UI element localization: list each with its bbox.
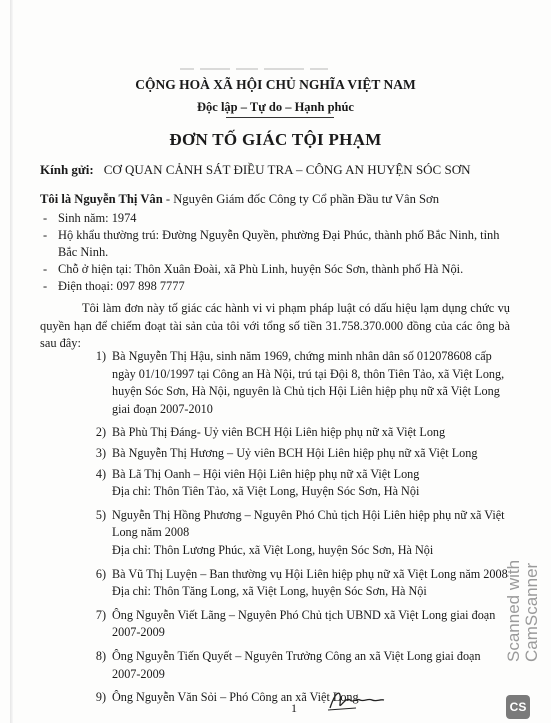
scan-smudge <box>180 60 360 70</box>
scanner-watermark <box>505 560 541 662</box>
item-number: 3) <box>95 445 106 460</box>
complaint-body: Tôi làm đơn này tố giác các hành vi vi phạm pháp luật có dấu hiệu lạm dụng chức vụ quyền hạn để chiếm đoạt tài sản của tôi với tổng số tiền 31.758.370.000 đồng của các ông bà sau đây: <box>40 301 510 350</box>
sender-detail-item: - Chỗ ở hiện tại: Thôn Xuân Đoài, xã Phù Linh, huyện Sóc Sơn, thành phố Hà Nội. <box>40 261 510 278</box>
accused-item <box>82 566 512 601</box>
sender-name: Tôi là Nguyễn Thị Vân <box>40 192 163 206</box>
national-header: CỘNG HOÀ XÃ HỘI CHỦ NGHĨA VIỆT NAM <box>135 77 416 92</box>
item-number: 7) <box>95 607 106 622</box>
watermark-line-2: CamScanner <box>522 562 541 662</box>
accused-text: Ông Nguyễn Văn Sỏi – Phó Công an xã Việt Long <box>112 690 359 705</box>
addressee-line <box>40 162 471 178</box>
accused-item <box>82 466 512 501</box>
accused-text: Bà Phù Thị Đáng- Uỷ viên BCH Hội Liên hiệp phụ nữ xã Việt Long <box>112 425 446 440</box>
sender-detail-item: - Điện thoại: 097 898 7777 <box>40 278 510 295</box>
accused-item <box>82 648 512 683</box>
accused-item <box>82 424 512 442</box>
accused-item <box>82 445 512 463</box>
item-number: 4) <box>95 466 106 481</box>
accused-address: Địa chỉ: Thôn Tiên Tảo, xã Việt Long, Huyện Sóc Sơn, Hà Nội <box>112 484 420 499</box>
accused-list <box>82 348 512 713</box>
accused-item <box>82 689 512 707</box>
accused-item <box>82 607 512 642</box>
item-number: 2) <box>95 425 106 440</box>
accused-text: Nguyễn Thị Hồng Phương – Nguyên Phó Chủ tịch Hội Liên hiệp phụ nữ xã Việt Long năm 2008 <box>112 507 505 540</box>
sender-intro <box>40 192 439 207</box>
item-number: 1) <box>95 349 106 363</box>
camscanner-logo-icon: CS <box>506 695 530 719</box>
accused-item <box>82 348 512 418</box>
item-number: 5) <box>95 507 106 522</box>
item-number: 6) <box>95 566 106 581</box>
accused-text: Bà Nguyễn Thị Hương – Uỷ viên BCH Hội Liên hiệp phụ nữ xã Việt Long <box>112 445 478 460</box>
signature-mark <box>326 686 386 714</box>
watermark-line-1: Scanned with <box>504 559 523 662</box>
accused-text: Ông Nguyễn Viết Lãng – Nguyên Phó Chủ tịch UBND xã Việt Long giai đoạn 2007-2009 <box>112 607 496 640</box>
national-motto: Độc lập – Tự do – Hạnh phúc <box>197 100 354 114</box>
accused-text: Bà Nguyễn Thị Hậu, sinh năm 1969, chứng minh nhân dân số 012078608 cấp ngày 01/10/1997 tại Công an Hà Nội, trú tại Đội 8, thôn Tiên Tảo, xã Việt Long, huyện Sóc Sơn, Hà Nội, nguyên là Chủ tịch Hội Liên hiệp phụ nữ xã Việt Long giai đoạn 2007-2010 <box>112 349 505 416</box>
page-number: 1 <box>291 701 297 715</box>
accused-text: Bà Lã Thị Oanh – Hội viên Hội Liên hiệp phụ nữ xã Việt Long <box>112 466 420 481</box>
sender-details <box>40 210 510 295</box>
sender-detail-item: - Sinh năm: 1974 <box>40 210 510 227</box>
accused-item <box>82 507 512 560</box>
motto-underline <box>226 117 334 118</box>
accused-text: Bà Vũ Thị Luyện – Ban thường vụ Hội Liên hiệp phụ nữ xã Việt Long năm 2008 <box>112 566 508 581</box>
accused-address: Địa chỉ: Thôn Lương Phúc, xã Việt Long, huyện Sóc Sơn, Hà Nội <box>112 542 434 557</box>
item-number: 9) <box>95 690 106 705</box>
accused-address: Địa chỉ: Thôn Tăng Long, xã Việt Long, huyện Sóc Sơn, Hà Nội <box>112 584 427 599</box>
addressee-label: Kính gửi: <box>40 162 94 177</box>
document-title: ĐƠN TỐ GIÁC TỘI PHẠM <box>169 130 382 149</box>
sender-detail-item: - Hộ khẩu thường trú: Đường Nguyễn Quyền, phường Đại Phúc, thành phố Bắc Ninh, tỉnh Bắc Ninh. <box>40 227 510 261</box>
accused-text: Ông Nguyễn Tiến Quyết – Nguyên Trưởng Công an xã Việt Long giai đoạn 2007-2009 <box>112 648 481 681</box>
item-number: 8) <box>95 648 106 663</box>
sender-role: - Nguyên Giám đốc Công ty Cổ phần Đầu tư Vân Sơn <box>162 192 440 206</box>
addressee-agency: CƠ QUAN CẢNH SÁT ĐIỀU TRA – CÔNG AN HUYỆN SÓC SƠN <box>103 162 471 177</box>
